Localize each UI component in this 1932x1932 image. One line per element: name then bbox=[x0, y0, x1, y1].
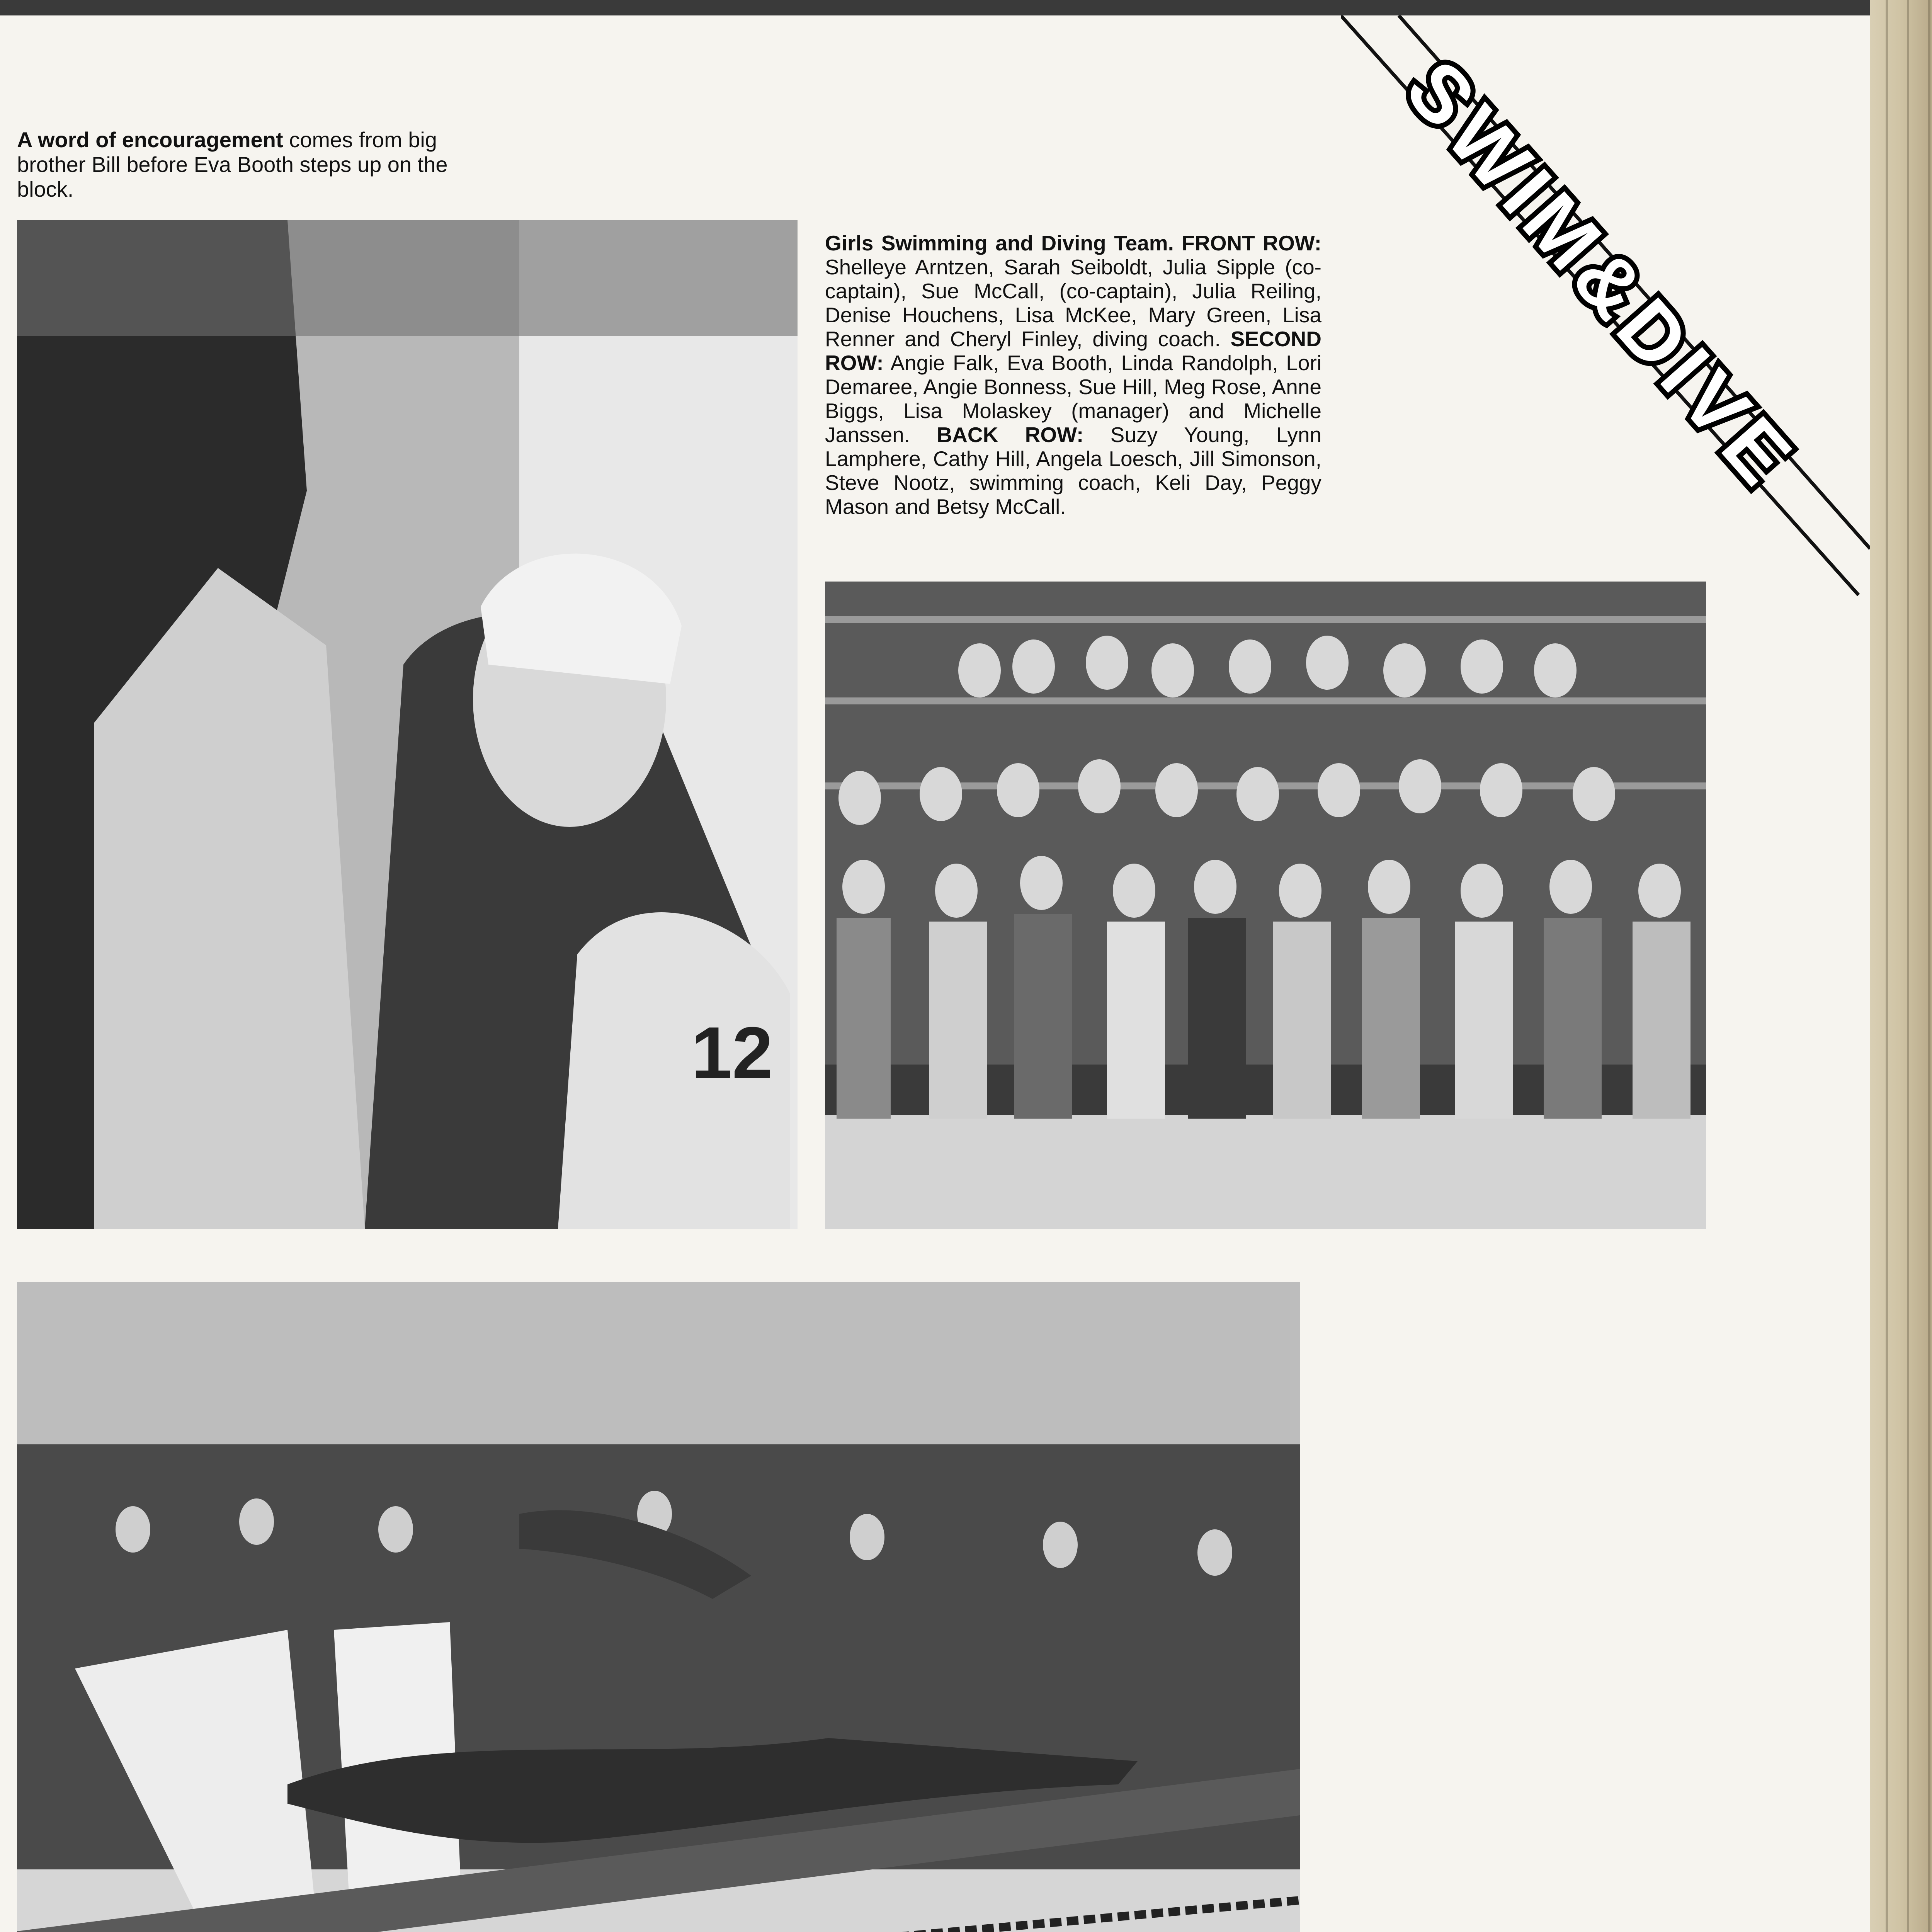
scan-top-edge bbox=[0, 0, 1932, 15]
section-title-banner bbox=[1341, 15, 1870, 607]
caption-lead: A word of encouragement bbox=[17, 128, 283, 152]
back-row-label: BACK ROW: bbox=[910, 423, 1084, 447]
photo-encouragement-scene bbox=[17, 220, 798, 1229]
photo-team bbox=[825, 582, 1706, 1229]
page-stack-line bbox=[1928, 0, 1930, 1932]
book-binding bbox=[1870, 0, 1932, 1932]
back-row-names: Suzy Young, Lynn Lamphere, Cathy Hill, Angela Loesch, Jill Simonson, Steve Nootz, swimming coach, Keli Day, Peggy Mason and Betsy McCall. bbox=[825, 423, 1321, 519]
team-heading: Girls Swimming and Diving Team. bbox=[825, 231, 1174, 255]
photo-encouragement bbox=[17, 220, 798, 1229]
front-row-label: FRONT ROW: bbox=[1173, 231, 1321, 255]
page-stack-line bbox=[1907, 0, 1909, 1932]
jersey-number: 12 bbox=[691, 1012, 773, 1094]
photo-relay-scene bbox=[17, 1282, 1300, 1932]
second-row-names: Angie Falk, Eva Booth, Linda Randolph, Lori Demaree, Angie Bonness, Sue Hill, Meg Rose, Anne Biggs, Lisa Molaskey (manager) and Michelle Janssen. bbox=[825, 351, 1321, 447]
caption-text: comes from big brother Bill before Eva Booth steps up on the block. bbox=[17, 128, 448, 201]
second-row-label: SECOND ROW: bbox=[825, 327, 1321, 375]
photo-relay-start bbox=[17, 1282, 1300, 1932]
page-stack-line bbox=[1886, 0, 1888, 1932]
caption-encouragement bbox=[17, 128, 504, 202]
section-title: SWIM&DIVE bbox=[1389, 43, 1814, 507]
caption-team-roster bbox=[825, 231, 1321, 519]
front-row-names: Shelleye Arntzen, Sarah Seiboldt, Julia Sipple (co-captain), Sue McCall, (co-captain), Julia Reiling, Denise Houchens, Lisa McKee, Mary Green, Lisa Renner and Cheryl Finley, diving coach. bbox=[825, 255, 1321, 351]
photo-team-scene bbox=[825, 582, 1706, 1229]
